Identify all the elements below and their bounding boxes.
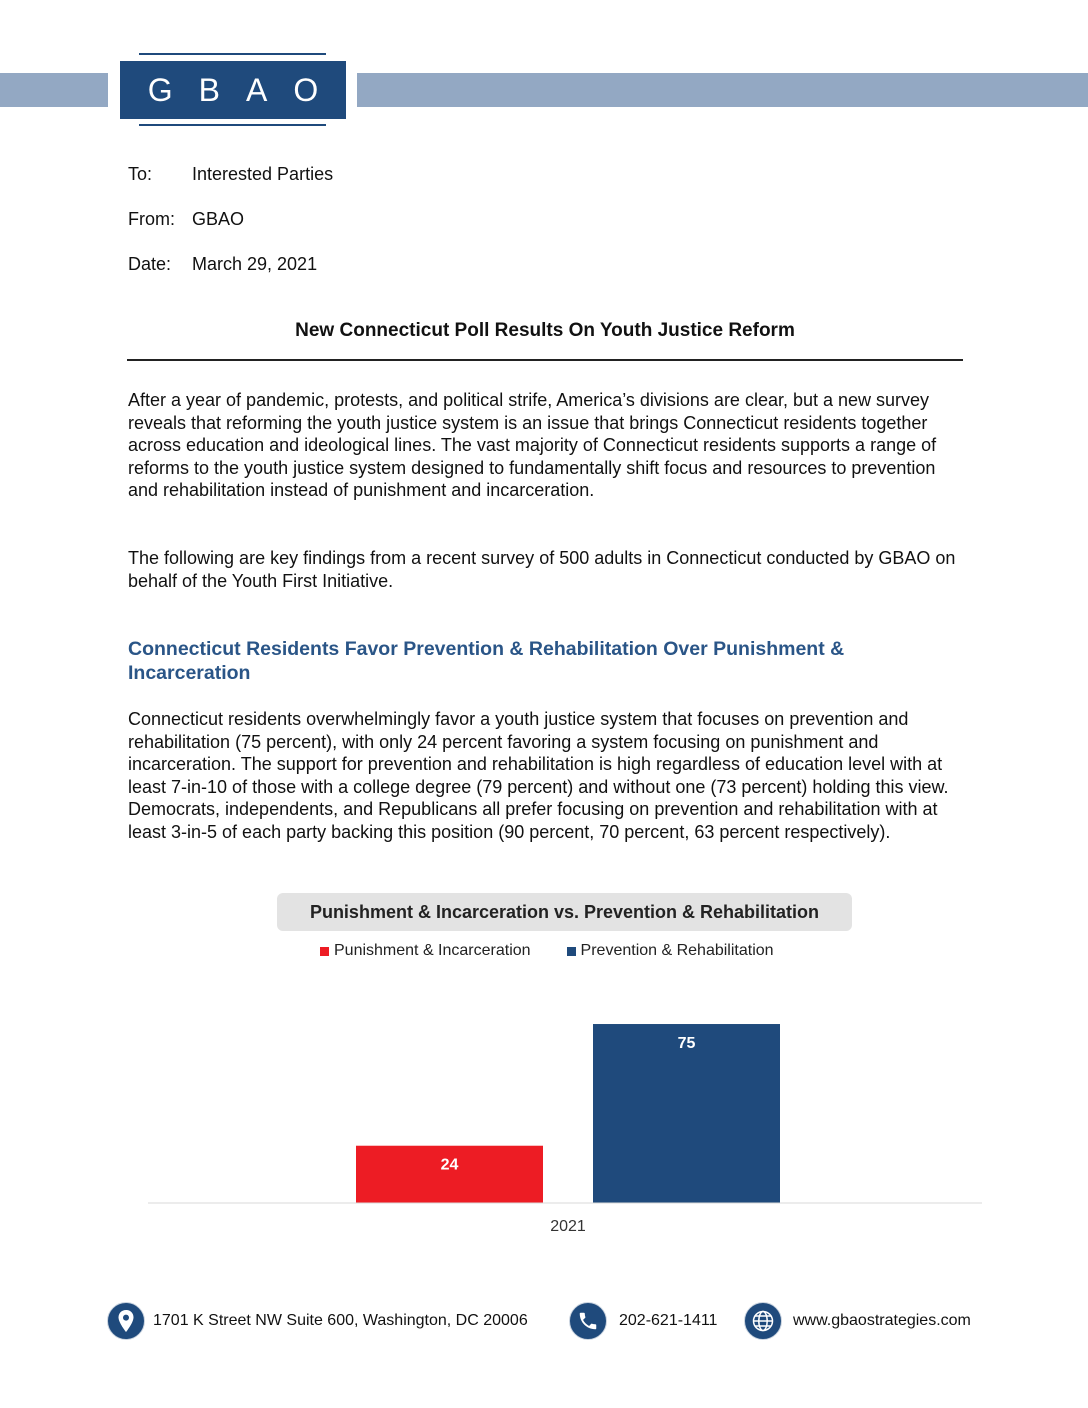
memo-title: New Connecticut Poll Results On Youth Justice Reform	[295, 320, 795, 341]
legend-item-prevention	[567, 942, 774, 960]
memo-date-label: Date:	[128, 254, 172, 274]
chart-legend	[320, 942, 774, 960]
chart-title: Punishment & Incarceration vs. Prevention & Rehabilitation	[277, 893, 852, 931]
header-band-left	[0, 73, 108, 107]
legend-label-prevention: Prevention & Rehabilitation	[580, 942, 774, 959]
title-divider	[127, 359, 963, 361]
footer-phone-text: 202-621-1411	[619, 1312, 718, 1329]
intro-paragraph: After a year of pandemic, protests, and political strife, America’s divisions are clear, but a new survey reveals that reforming the youth justice system is an issue that brings Connecticut residents together across education and ideological lines. The vast majority of Connecticut residents supports a range of reforms to the youth justice system designed to fundamentally shift focus and resources to prevention and rehabilitation instead of punishment and incarceration.	[128, 390, 937, 501]
legend-swatch-prevention	[567, 947, 576, 956]
memo-date	[128, 254, 317, 275]
footer-website-text: www.gbaostrategies.com	[793, 1312, 971, 1329]
location-pin-icon	[107, 1302, 145, 1340]
memo-to	[128, 164, 333, 185]
footer-website	[744, 1302, 971, 1340]
legend-label-punishment: Punishment & Incarceration	[334, 942, 531, 959]
memo-date-value: March 29, 2021	[192, 254, 318, 274]
footer-phone	[569, 1302, 717, 1340]
logo-bottom-rule	[139, 124, 326, 126]
gbao-logo: GBAO	[120, 61, 346, 119]
memo-from	[128, 209, 244, 230]
section-paragraph: Connecticut residents overwhelmingly favor a youth justice system that focuses on prevention and rehabilitation (75 percent), with only 24 percent favoring a system focusing on punishment and incarceration. The support for prevention and rehabilitation is high regardless of education level with at least 7-in-10 of those with a college degree (79 percent) and without one (73 percent) holding this view. Democrats, independents, and Republicans all prefer focusing on prevention and rehabilitation with at least 3-in-5 of each party backing this position (90 percent, 70 percent, 63 percent respectively).	[128, 709, 949, 842]
section-heading: Connecticut Residents Favor Prevention & Rehabilitation Over Punishment & Incarceration	[128, 638, 845, 684]
x-tick-label: 2021	[550, 1218, 586, 1235]
data-label-punishment: 24	[440, 1156, 459, 1174]
findings-paragraph: The following are key findings from a recent survey of 500 adults in Connecticut conducted by GBAO on behalf of the Youth First Initiative.	[128, 548, 956, 591]
memo-from-value: GBAO	[192, 209, 245, 229]
legend-item-punishment	[320, 942, 531, 960]
logo-top-rule	[139, 53, 326, 55]
phone-icon	[569, 1302, 607, 1340]
footer-address	[107, 1302, 528, 1340]
legend-swatch-punishment	[320, 947, 329, 956]
memo-to-label: To:	[128, 164, 153, 184]
bar-chart	[140, 990, 990, 1250]
memo-from-label: From:	[128, 209, 175, 229]
bar-punishment	[356, 1146, 543, 1203]
globe-icon	[744, 1302, 782, 1340]
memo-to-value: Interested Parties	[192, 164, 334, 184]
header-band-right	[357, 73, 1088, 107]
data-label-prevention: 75	[677, 1035, 696, 1053]
footer-address-text: 1701 K Street NW Suite 600, Washington, DC 20006	[153, 1312, 528, 1329]
